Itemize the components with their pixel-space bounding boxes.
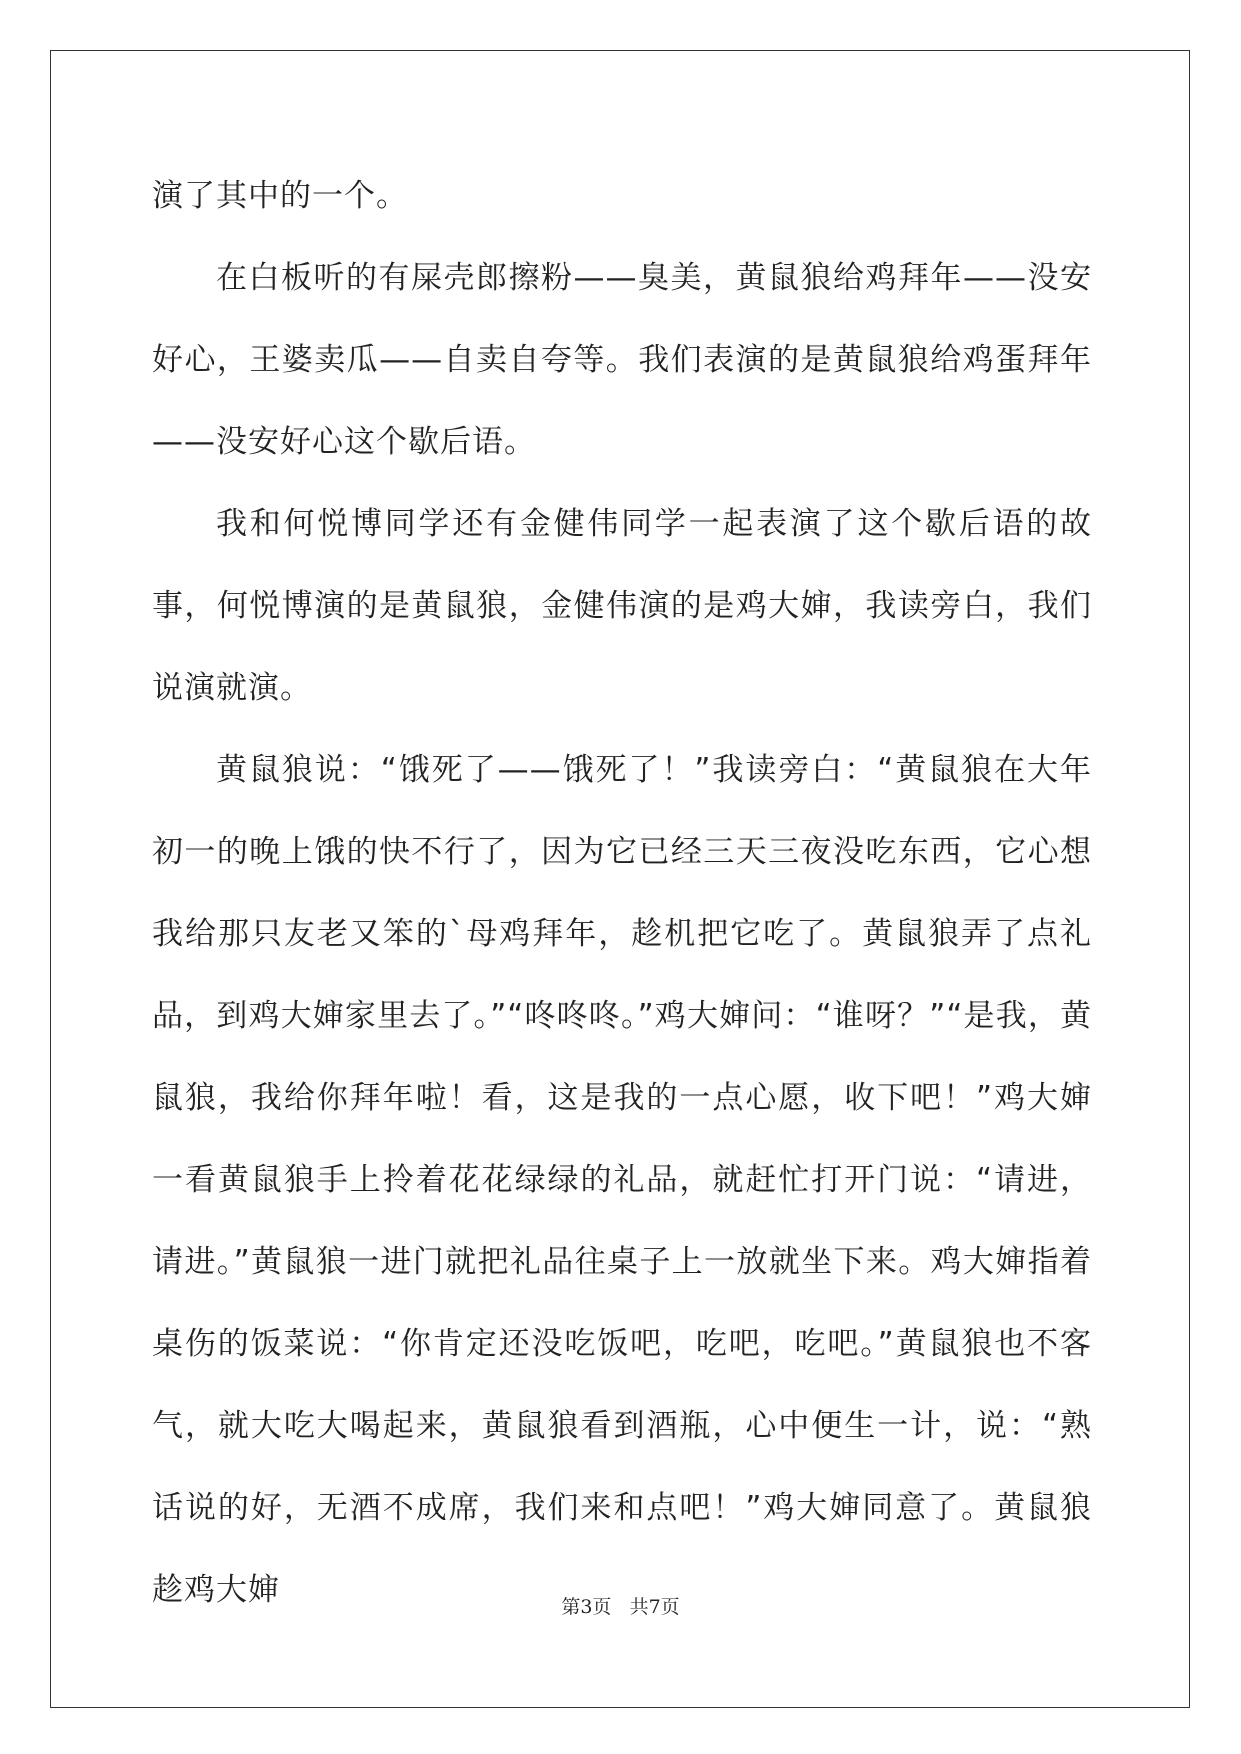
paragraph-2: 在白板听的有屎壳郎擦粉——臭美，黄鼠狼给鸡拜年——没安好心，王婆卖瓜——自卖自夸等。我们表演的是黄鼠狼给鸡蛋拜年——没安好心这个歇后语。: [152, 260, 1092, 460]
paragraph-1: 演了其中的一个。: [152, 178, 408, 214]
document-body: [152, 155, 1092, 1631]
page-total: 共7页: [629, 1596, 680, 1618]
paragraph-4: 黄鼠狼说：“饿死了——饿死了！”我读旁白：“黄鼠狼在大年初一的晚上饿的快不行了，因为它已经三天三夜没吃东西，它心想我给那只友老又笨的`母鸡拜年，趁机把它吃了。黄鼠狼弄了点礼品，到鸡大婶家里去了。”“咚咚咚。”鸡大婶问：“谁呀？”“是我，黄鼠狼，我给你拜年啦！看，这是我的一点心愿，收下吧！”鸡大婶一看黄鼠狼手上拎着花花绿绿的礼品，就赶忙打开门说：“请进，请进。”黄鼠狼一进门就把礼品往桌子上一放就坐下来。鸡大婶指着桌伤的饭菜说：“你肯定还没吃饭吧，吃吧，吃吧。”黄鼠狼也不客气，就大吃大喝起来，黄鼠狼看到酒瓶，心中便生一计，说：“熟话说的好，无酒不成席，我们来和点吧！”鸡大婶同意了。黄鼠狼趁鸡大婶: [152, 752, 1092, 1608]
paragraph-3: 我和何悦博同学还有金健伟同学一起表演了这个歇后语的故事，何悦博演的是黄鼠狼，金健伟演的是鸡大婶，我读旁白，我们说演就演。: [152, 506, 1092, 706]
page-number: 第3页: [561, 1596, 612, 1618]
page-footer: [0, 1592, 1241, 1619]
